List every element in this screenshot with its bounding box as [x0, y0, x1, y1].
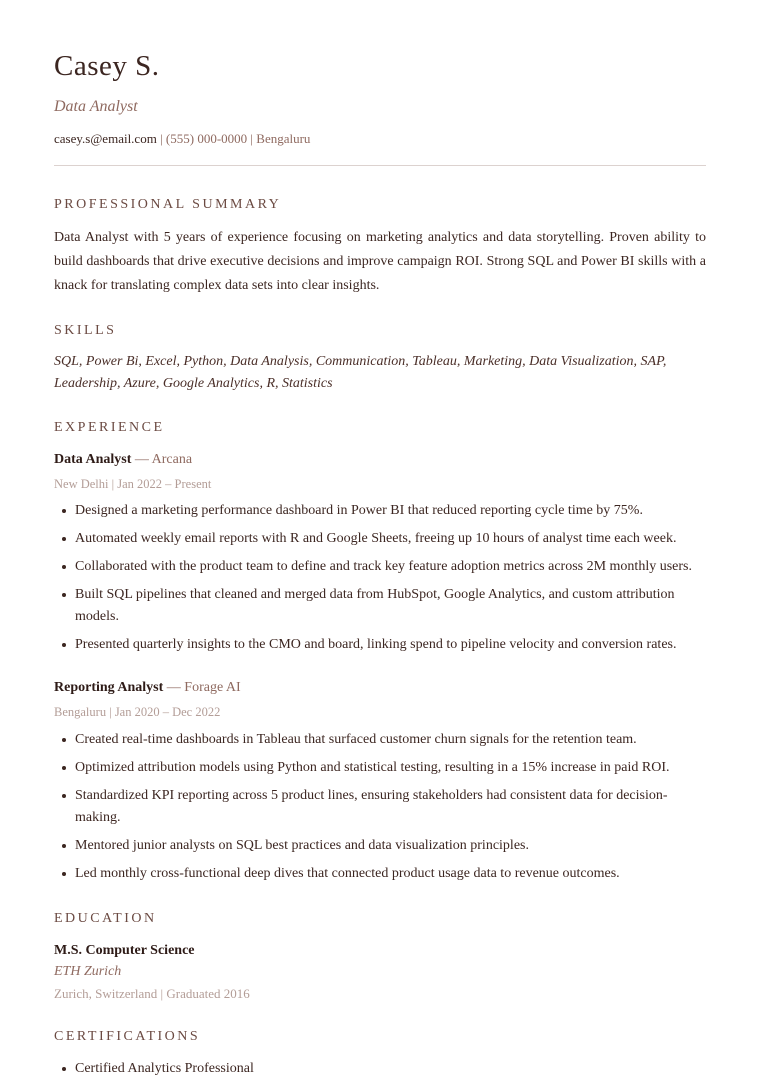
skills-heading: SKILLS — [54, 323, 117, 338]
job-company: — Forage AI — [163, 680, 241, 695]
list-item: Mentored junior analysts on SQL best practices and data visualization principles. — [54, 835, 706, 857]
job-title-line — [54, 680, 241, 696]
list-item: Led monthly cross-functional deep dives that connected product usage data to revenue outcomes. — [54, 863, 706, 885]
list-item: Certified Analytics Professional — [54, 1058, 706, 1075]
job-bullets — [54, 729, 706, 891]
certifications-list — [54, 1058, 706, 1075]
job-company: — Arcana — [131, 452, 193, 467]
skills-list: SQL, Power Bi, Excel, Python, Data Analysis, Communication, Tableau, Marketing, Data Visualization, SAP, Leadership, Azure, Google Analytics, R, Statistics — [54, 354, 667, 391]
email-link[interactable]: casey.s@email.com — [54, 131, 157, 146]
candidate-role: Data Analyst — [54, 98, 138, 115]
list-item: Standardized KPI reporting across 5 product lines, ensuring stakeholders had consistent data for decision-making. — [54, 785, 706, 829]
education-degree: M.S. Computer Science — [54, 943, 195, 958]
list-item: Built SQL pipelines that cleaned and merged data from HubSpot, Google Analytics, and custom attribution models. — [54, 584, 706, 628]
summary-text: Data Analyst with 5 years of experience focusing on marketing analytics and data storytelling. Proven ability to build dashboards that drive executive decisions and improve campaign ROI. Strong SQL and Power BI skills with a knack for translating complex data sets into clear insights. — [54, 230, 706, 293]
education-meta: Zurich, Switzerland | Graduated 2016 — [54, 986, 250, 1001]
job-title: Data Analyst — [54, 452, 132, 467]
summary-heading: PROFESSIONAL SUMMARY — [54, 197, 282, 212]
education-heading: EDUCATION — [54, 911, 157, 926]
list-item: Optimized attribution models using Python and statistical testing, resulting in a 15% increase in paid ROI. — [54, 757, 706, 779]
list-item: Collaborated with the product team to define and track key feature adoption metrics across 2M monthly users. — [54, 556, 706, 578]
education-school: ETH Zurich — [54, 964, 122, 979]
list-item: Automated weekly email reports with R and Google Sheets, freeing up 10 hours of analyst time each week. — [54, 528, 706, 550]
candidate-name: Casey S. — [54, 50, 160, 82]
job-meta: Bengaluru | Jan 2020 – Dec 2022 — [54, 705, 221, 719]
certifications-heading: CERTIFICATIONS — [54, 1029, 201, 1044]
job-bullets — [54, 500, 706, 662]
list-item: Designed a marketing performance dashboard in Power BI that reduced reporting cycle time by 75%. — [54, 500, 706, 522]
experience-heading: EXPERIENCE — [54, 420, 165, 435]
list-item: Created real-time dashboards in Tableau that surfaced customer churn signals for the retention team. — [54, 729, 706, 751]
job-title: Reporting Analyst — [54, 680, 164, 695]
job-title-line — [54, 452, 192, 468]
list-item: Presented quarterly insights to the CMO and board, linking spend to pipeline velocity and conversion rates. — [54, 634, 706, 656]
contact-details: | (555) 000-0000 | Bengaluru — [156, 131, 311, 146]
contact-line — [54, 131, 310, 147]
header-divider — [54, 165, 706, 166]
job-meta: New Delhi | Jan 2022 – Present — [54, 477, 212, 491]
